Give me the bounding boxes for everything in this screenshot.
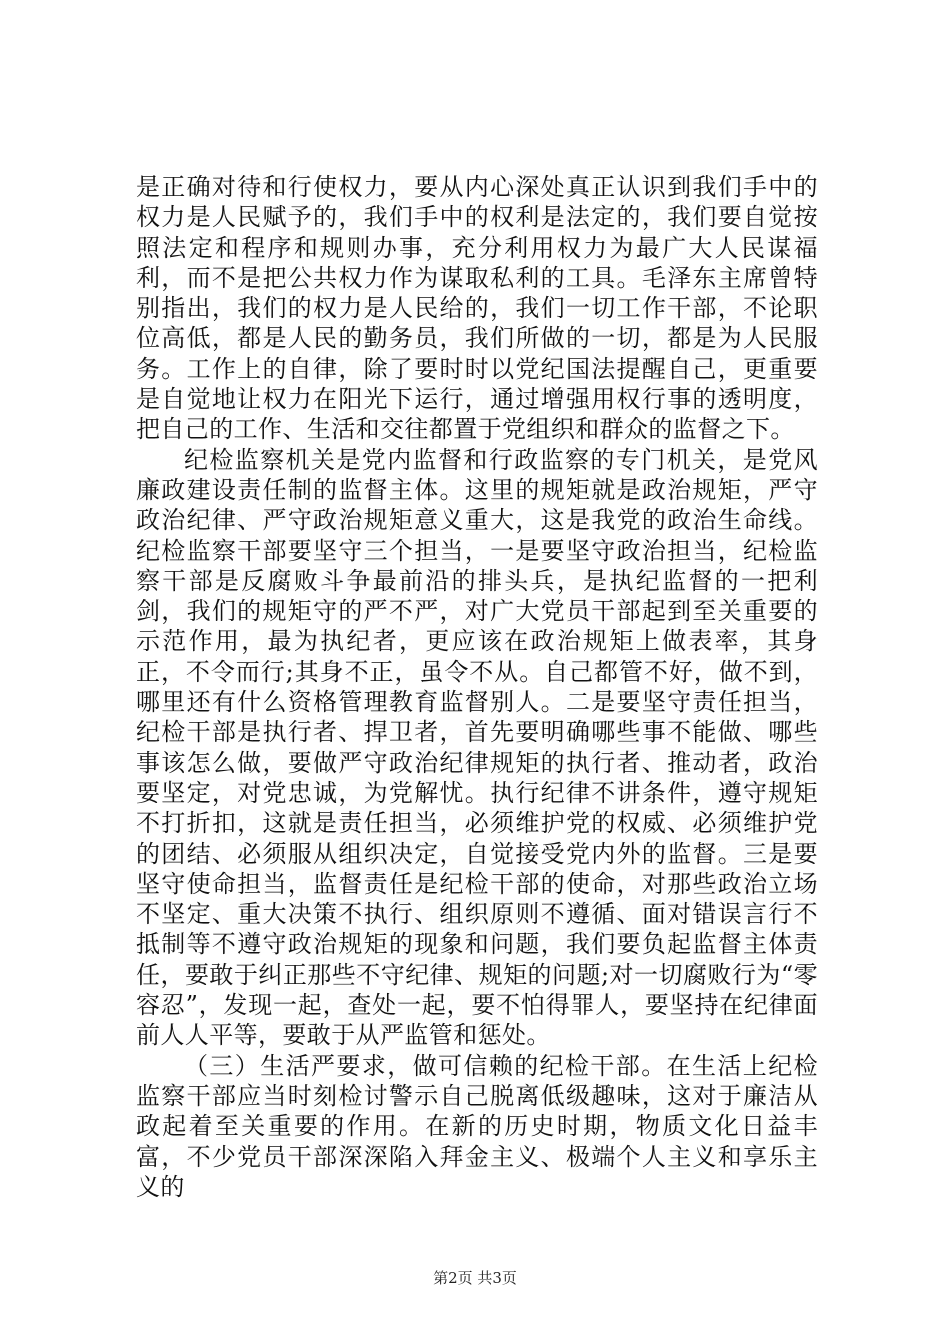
paragraph-2: 纪检监察机关是党内监督和行政监察的专门机关，是党风廉政建设责任制的监督主体。这里的规矩就是政治规矩，严守政治纪律、严守政治规矩意义重大，这是我党的政治生命线。纪检监察干部要坚守三个担当，一是要坚守政治担当，纪检监察干部是反腐败斗争最前沿的排头兵，是执纪监督的一把利剑，我们的规矩守的严不严，对广大党员干部起到至关重要的示范作用，最为执纪者，更应该在政治规矩上做表率，其身正，不令而行;其身不正，虽令不从。自己都管不好，做不到，哪里还有什么资格管理教育监督别人。二是要坚守责任担当，纪检干部是执行者、捍卫者，首先要明确哪些事不能做、哪些事该怎么做，要做严守政治纪律规矩的执行者、推动者，政治要坚定，对党忠诚，为党解忧。执行纪律不讲条件，遵守规矩不打折扣，这就是责任担当，必须维护党的权威、必须维护党的团结、必须服从组织决定，自觉接受党内外的监督。三是要坚守使命担当，监督责任是纪检干部的使命，对那些政治立场不坚定、重大决策不执行、组织原则不遵循、面对错误言行不抵制等不遵守政治规矩的现象和问题，我们要负起监督主体责任，要敢于纠正那些不守纪律、规矩的问题;对一切腐败行为“零容忍”，发现一起，查处一起，要不怕得罪人，要坚持在纪律面前人人平等，要敢于从严监管和惩处。 xyxy=(136,445,818,1050)
paragraph-3: （三）生活严要求，做可信赖的纪检干部。在生活上纪检监察干部应当时刻检讨警示自己脱离低级趣味，这对于廉洁从政起着至关重要的作用。在新的历史时期，物质文化日益丰富，不少党员干部深深陷入拜金主义、极端个人主义和享乐主义的 xyxy=(136,1051,818,1201)
document-body xyxy=(136,172,818,1202)
paragraph-1: 是正确对待和行使权力，要从内心深处真正认识到我们手中的权力是人民赋予的，我们手中的权利是法定的，我们要自觉按照法定和程序和规则办事，充分利用权力为最广大人民谋福利，而不是把公共权力作为谋取私利的工具。毛泽东主席曾特别指出，我们的权力是人民给的，我们一切工作干部，不论职位高低，都是人民的勤务员，我们所做的一切，都是为人民服务。工作上的自律，除了要时时以党纪国法提醒自己，更重要是自觉地让权力在阳光下运行，通过增强用权行事的透明度，把自己的工作、生活和交往都置于党组织和群众的监督之下。 xyxy=(136,173,818,444)
page-footer xyxy=(0,1268,950,1288)
page-number-label: 第2页 共3页 xyxy=(433,1269,517,1287)
